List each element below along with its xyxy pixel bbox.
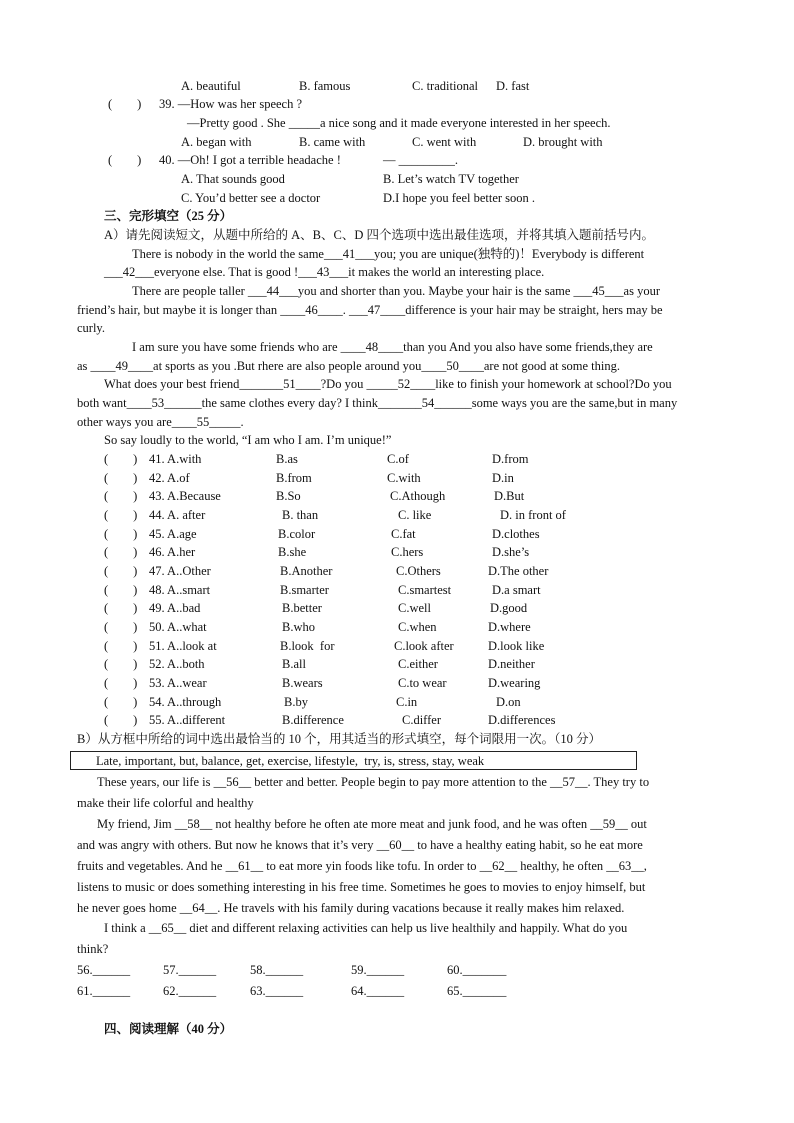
mc-option-d: D.look like bbox=[488, 639, 545, 653]
mc-option-d: D.where bbox=[488, 620, 531, 634]
answer-bracket[interactable]: ( ) bbox=[104, 676, 138, 690]
passage-line: ___42___everyone else. That is good !___43___it makes the world an interesting place. bbox=[104, 265, 545, 279]
mc-option-c: C.to wear bbox=[398, 676, 447, 690]
mc-option-b: B.who bbox=[282, 620, 315, 634]
answer-blank[interactable]: 57.______ bbox=[163, 963, 217, 977]
mc-option-c: C.in bbox=[396, 695, 418, 709]
answer-bracket[interactable]: ( ) bbox=[104, 545, 138, 559]
mc-option-a: 47. A..Other bbox=[149, 564, 211, 578]
q39-option-d: D. brought with bbox=[523, 135, 603, 149]
answer-blank[interactable]: 60._______ bbox=[447, 963, 507, 977]
answer-bracket[interactable]: ( ) bbox=[104, 695, 138, 709]
passage-line: both want____53______the same clothes every day? I think_______54______some ways you are the same,but in many bbox=[77, 396, 678, 410]
answer-blank[interactable]: 58.______ bbox=[250, 963, 304, 977]
mc-option-b: B.better bbox=[282, 601, 322, 615]
answer-bracket[interactable]: ( ) bbox=[104, 639, 138, 653]
mc-option-a: 49. A..bad bbox=[149, 601, 201, 615]
q38-option-a: A. beautiful bbox=[181, 79, 241, 93]
mc-option-d: D.wearing bbox=[488, 676, 541, 690]
passage-line: I am sure you have some friends who are ____48____than you And you also have some friends,they are bbox=[132, 340, 653, 354]
answer-bracket[interactable]: ( ) bbox=[104, 657, 138, 671]
passage-b-line: listens to music or does something interesting in his free time. Sometimes he goes to movies to enjoy himself, but bbox=[77, 880, 646, 894]
mc-option-c: C.smartest bbox=[398, 583, 452, 597]
mc-option-d: D.But bbox=[494, 489, 525, 503]
mc-option-a: 54. A..through bbox=[149, 695, 222, 709]
passage-line: curly. bbox=[77, 321, 105, 335]
passage-line: There is nobody in the world the same___41___you; you are unique(独特的)！Everybody is different bbox=[132, 247, 645, 261]
mc-option-c: C.hers bbox=[391, 545, 424, 559]
passage-line: friend’s hair, but maybe it is longer than ____46____. ___47____difference is your hair may be straight, hers may be bbox=[77, 303, 663, 317]
passage-b-line: he never goes home __64__. He travels with his family during vacations because it really makes him relaxed. bbox=[77, 901, 625, 915]
mc-option-a: 48. A..smart bbox=[149, 583, 211, 597]
answer-bracket[interactable]: ( ) bbox=[104, 620, 138, 634]
mc-option-d: D.in bbox=[492, 471, 514, 485]
mc-option-d: D.she’s bbox=[492, 545, 530, 559]
passage-line: as ____49____at sports as you .But rhere are also people around you____50____are not good at some thing. bbox=[77, 359, 620, 373]
mc-option-c: C.look after bbox=[394, 639, 454, 653]
mc-option-d: D.from bbox=[492, 452, 529, 466]
mc-option-c: C.of bbox=[387, 452, 409, 466]
passage-line: other ways you are____55_____. bbox=[77, 415, 244, 429]
mc-option-b: B.smarter bbox=[280, 583, 329, 597]
mc-option-d: D.on bbox=[496, 695, 521, 709]
mc-option-a: 44. A. after bbox=[149, 508, 206, 522]
mc-option-a: 53. A..wear bbox=[149, 676, 207, 690]
part-b-instruction: B）从方框中所给的词中选出最恰当的 10 个，用其适当的形式填空，每个词限用一次。（10 分） bbox=[77, 732, 601, 746]
q40-option-d: D.I hope you feel better soon . bbox=[383, 191, 536, 205]
q39-stem: 39. —How was her speech ? bbox=[159, 97, 303, 111]
word-box-text: Late, important, but, balance, get, exercise, lifestyle, try, is, stress, stay, weak bbox=[96, 754, 485, 768]
answer-bracket[interactable]: ( ) bbox=[104, 564, 138, 578]
mc-option-d: D. in front of bbox=[500, 508, 566, 522]
passage-b-line: make their life colorful and healthy bbox=[77, 796, 254, 810]
q38-option-c: C. traditional bbox=[412, 79, 478, 93]
mc-option-a: 51. A..look at bbox=[149, 639, 217, 653]
mc-option-a: 45. A.age bbox=[149, 527, 197, 541]
mc-option-d: D.clothes bbox=[492, 527, 540, 541]
answer-bracket[interactable]: ( ) bbox=[104, 527, 138, 541]
q40-option-b: B. Let’s watch TV together bbox=[383, 172, 519, 186]
answer-bracket[interactable]: ( ) bbox=[104, 601, 138, 615]
q38-option-b: B. famous bbox=[299, 79, 351, 93]
answer-blank[interactable]: 59.______ bbox=[351, 963, 405, 977]
mc-option-d: D.a smart bbox=[492, 583, 541, 597]
answer-blank[interactable]: 56.______ bbox=[77, 963, 131, 977]
mc-option-c: C. like bbox=[398, 508, 432, 522]
answer-bracket[interactable]: ( ) bbox=[104, 583, 138, 597]
mc-option-c: C.with bbox=[387, 471, 421, 485]
answer-bracket[interactable]: ( ) bbox=[104, 713, 138, 727]
passage-b-line: and was angry with others. But now he knows that it’s very __60__ to have a healthy eating habit, so he eat more bbox=[77, 838, 643, 852]
answer-blank[interactable]: 64.______ bbox=[351, 984, 405, 998]
mc-option-c: C.fat bbox=[391, 527, 416, 541]
mc-option-a: 41. A.with bbox=[149, 452, 202, 466]
mc-option-b: B.wears bbox=[282, 676, 323, 690]
passage-b-line: I think a __65__ diet and different relaxing activities can help us live healthily and happily. What do you bbox=[104, 921, 628, 935]
q39-option-c: C. went with bbox=[412, 135, 477, 149]
section-3-title: 三、完形填空（25 分） bbox=[104, 209, 233, 223]
mc-option-c: C.when bbox=[398, 620, 437, 634]
passage-b-line: think? bbox=[77, 942, 109, 956]
mc-option-b: B. than bbox=[282, 508, 319, 522]
mc-option-a: 50. A..what bbox=[149, 620, 207, 634]
answer-bracket[interactable]: ( ) bbox=[104, 508, 138, 522]
answer-blank[interactable]: 65._______ bbox=[447, 984, 507, 998]
passage-b-line: These years, our life is __56__ better and better. People begin to pay more attention to the __57__. They try to bbox=[97, 775, 650, 789]
mc-option-b: B.from bbox=[276, 471, 312, 485]
q39-answer-bracket[interactable]: ( ) bbox=[108, 97, 142, 111]
q39-option-a: A. began with bbox=[181, 135, 252, 149]
mc-option-d: D.The other bbox=[488, 564, 549, 578]
word-box bbox=[70, 751, 637, 770]
mc-option-b: B.she bbox=[278, 545, 307, 559]
q40-option-a: A. That sounds good bbox=[181, 172, 285, 186]
mc-option-b: B.So bbox=[276, 489, 301, 503]
q40-answer-bracket[interactable]: ( ) bbox=[108, 153, 142, 167]
answer-bracket[interactable]: ( ) bbox=[104, 452, 138, 466]
mc-option-b: B.by bbox=[284, 695, 308, 709]
q40-reply: — _________. bbox=[383, 153, 458, 167]
mc-option-c: C.Others bbox=[396, 564, 441, 578]
q40-stem: 40. —Oh! I got a terrible headache ! bbox=[159, 153, 341, 167]
mc-option-b: B.look for bbox=[280, 639, 335, 653]
q38-option-d: D. fast bbox=[496, 79, 530, 93]
mc-option-a: 52. A..both bbox=[149, 657, 205, 671]
mc-option-a: 55. A..different bbox=[149, 713, 226, 727]
mc-option-d: D.good bbox=[490, 601, 528, 615]
mc-option-b: B.color bbox=[278, 527, 316, 541]
q39-reply: —Pretty good . She _____a nice song and it made everyone interested in her speech. bbox=[187, 116, 611, 130]
mc-option-b: B.all bbox=[282, 657, 306, 671]
section-4-title: 四、阅读理解（40 分） bbox=[104, 1022, 233, 1036]
answer-blank[interactable]: 61.______ bbox=[77, 984, 131, 998]
passage-line: What does your best friend_______51____?Do you _____52____like to finish your homework at school?Do you bbox=[104, 377, 672, 391]
q40-option-c: C. You’d better see a doctor bbox=[181, 191, 321, 205]
passage-line: So say loudly to the world, “I am who I am. I’m unique!” bbox=[104, 433, 392, 447]
passage-b-line: fruits and vegetables. And he __61__ to eat more yin foods like tofu. In order to __62__ healthy, he often __63__, bbox=[77, 859, 647, 873]
answer-blank[interactable]: 63.______ bbox=[250, 984, 304, 998]
mc-option-c: C.either bbox=[398, 657, 438, 671]
mc-option-b: B.difference bbox=[282, 713, 344, 727]
mc-option-a: 43. A.Because bbox=[149, 489, 221, 503]
passage-line: There are people taller ___44___you and shorter than you. Maybe your hair is the same ___45___as your bbox=[132, 284, 660, 298]
q39-option-b: B. came with bbox=[299, 135, 366, 149]
mc-option-b: B.as bbox=[276, 452, 298, 466]
mc-option-b: B.Another bbox=[280, 564, 333, 578]
answer-blank[interactable]: 62.______ bbox=[163, 984, 217, 998]
mc-option-c: C.differ bbox=[402, 713, 441, 727]
passage-b-line: My friend, Jim __58__ not healthy before he often ate more meat and junk food, and he was often __59__ out bbox=[97, 817, 647, 831]
mc-option-c: C.Athough bbox=[390, 489, 446, 503]
mc-option-d: D.differences bbox=[488, 713, 556, 727]
answer-bracket[interactable]: ( ) bbox=[104, 489, 138, 503]
mc-option-d: D.neither bbox=[488, 657, 535, 671]
mc-option-a: 46. A.her bbox=[149, 545, 196, 559]
mc-option-a: 42. A.of bbox=[149, 471, 190, 485]
part-a-instruction: A）请先阅读短文，从题中所给的 A、B、C、D 四个选项中选出最佳选项，并将其填入题前括号内。 bbox=[104, 228, 655, 242]
mc-option-c: C.well bbox=[398, 601, 431, 615]
answer-bracket[interactable]: ( ) bbox=[104, 471, 138, 485]
